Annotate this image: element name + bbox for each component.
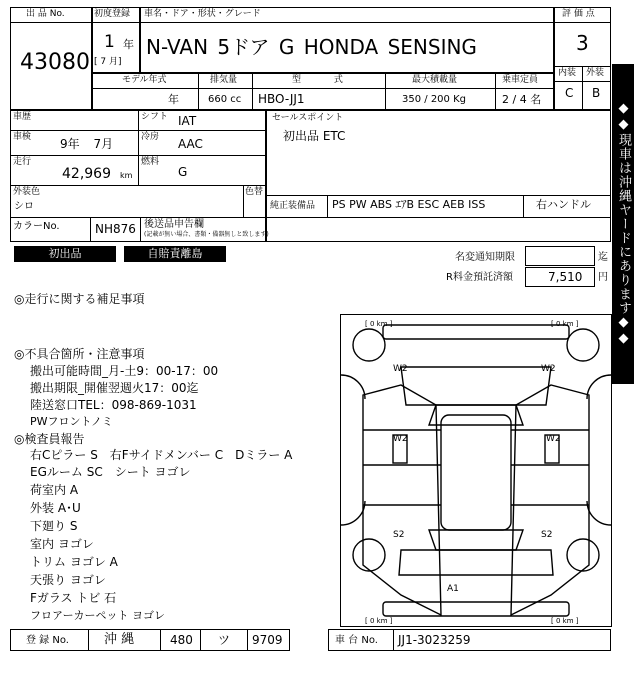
lot-number-label: 出 品 No. — [26, 9, 65, 19]
displacement-label: 排気量 — [210, 75, 238, 85]
registration-region: 沖 縄 — [104, 632, 135, 647]
score-value: 3 — [576, 31, 589, 55]
inspection-label: 車検 — [13, 132, 32, 142]
chassis-number: JJ1-3023259 — [398, 633, 471, 647]
capacity: 2 / 4 名 — [502, 93, 542, 106]
front-left-km: [ 0 km ] — [365, 320, 393, 328]
okinawa-yard-banner: ◆◆現車は沖縄ヤードにあります◆◆ — [612, 64, 634, 384]
lot-number: 43080 — [20, 50, 90, 75]
max-load: 350 / 200 Kg — [402, 94, 466, 105]
registration-class: 480 — [170, 633, 193, 647]
name-change-deadline-box — [525, 246, 595, 266]
car-name-label: 車名・ドア・形状・グレード — [144, 9, 261, 19]
interior-grade-label: 内装 — [558, 68, 577, 78]
displacement: 660 cc — [208, 94, 242, 105]
registration-kana: ツ — [218, 633, 231, 647]
recycle-fee-label: R料金預託済額 — [446, 272, 513, 283]
recycle-fee-unit: 円 — [598, 272, 608, 283]
color-no-label: カラーNo. — [13, 221, 60, 232]
inspector-line: EGルーム SC シート ヨゴレ — [30, 465, 191, 479]
car-outline — [341, 315, 611, 626]
type-label: 型 式 — [292, 75, 343, 85]
exterior-grade-label: 外装 — [586, 68, 605, 78]
damage-mark: W2 — [393, 434, 408, 444]
car-name: N-VAN 5ドア G HONDA SENSING — [146, 35, 477, 59]
inspector-header: ◎検査員報告 — [14, 432, 85, 446]
damage-mark: S2 — [393, 530, 405, 540]
after-market-label: 後送品申告欄 — [144, 219, 204, 230]
model-year-label: モデル年式 — [122, 75, 167, 85]
history-label: 車歴 — [13, 112, 32, 122]
damage-mark: W2 — [541, 364, 556, 374]
driving-notes-header: ◎走行に関する補足事項 — [14, 292, 145, 306]
defects-header: ◎不具合箇所・注意事項 — [14, 347, 145, 361]
defect-line: PWフロントノミ — [30, 415, 113, 428]
name-change-deadline-label: 名変通知期限 — [455, 252, 515, 263]
damage-mark: S2 — [541, 530, 553, 540]
rear-left-km: [ 0 km ] — [365, 617, 393, 625]
fuel-label: 燃料 — [141, 157, 160, 167]
first-registration-year: 1 — [104, 32, 115, 52]
exterior-grade: B — [592, 86, 601, 100]
badge-island-insurance: 自賠責離島 — [124, 246, 226, 262]
equipment-list: PS PW ABS ｴｱB ESC AEB ISS — [332, 198, 486, 211]
shift-value: IAT — [178, 114, 197, 128]
score-label: 評 価 点 — [562, 9, 595, 19]
capacity-label: 乗車定員 — [502, 75, 539, 85]
damage-mark: W2 — [393, 364, 408, 374]
inspector-line: フロアーカーペット ヨゴレ — [30, 609, 165, 622]
type-code: HBO-JJ1 — [258, 92, 305, 106]
mileage-unit: km — [120, 171, 133, 180]
inspector-line: 荷室内 A — [30, 483, 79, 497]
damage-mark: W2 — [546, 434, 561, 444]
damage-diagram — [340, 314, 612, 627]
sales-point-text: 初出品 ETC — [283, 129, 346, 143]
inspector-line: Fガラス トビ 石 — [30, 591, 117, 605]
inspector-line: 室内 ヨゴレ — [30, 537, 94, 551]
rear-right-km: [ 0 km ] — [551, 617, 579, 625]
registration-number: 9709 — [252, 633, 283, 647]
inspector-line: トリム ヨゴレ A — [30, 555, 118, 569]
damage-mark: A1 — [447, 584, 459, 594]
model-year-unit: 年 — [168, 93, 179, 106]
inspection-value: 9年 7月 — [60, 137, 114, 151]
steering-side: 右ハンドル — [536, 198, 591, 211]
shift-label: シフト — [141, 112, 169, 122]
ac-label: 冷房 — [141, 132, 160, 142]
interior-grade: C — [565, 86, 574, 100]
front-right-km: [ 0 km ] — [551, 320, 579, 328]
first-registration-label: 初度登録 — [94, 9, 131, 19]
first-registration-month: [ 7 月] — [94, 57, 122, 67]
color-change-label: 色替 — [245, 187, 264, 197]
sales-point-label: セールスポイント — [272, 113, 344, 123]
equipment-label: 純正装備品 — [270, 201, 316, 211]
registration-label: 登 録 No. — [26, 635, 69, 646]
defect-line: 搬出期限_開催翌週火17：00迄 — [30, 381, 199, 395]
inspector-line: 天張り ヨゴレ — [30, 573, 106, 587]
defect-line: 陸送窓口TEL：098-869-1031 — [30, 398, 197, 412]
recycle-fee-amount: 7,510 — [548, 270, 583, 284]
mileage-value: 42,969 — [62, 166, 111, 182]
chassis-label: 車 台 No. — [335, 635, 378, 646]
after-market-note: (記載が無い場合、書類・備器無しと致します) — [144, 231, 269, 238]
first-registration-year-unit: 年 — [123, 38, 134, 51]
exterior-color-label: 外装色 — [13, 187, 41, 197]
exterior-color: シロ — [14, 201, 34, 212]
badge-first-listing: 初出品 — [14, 246, 116, 262]
fuel-value: G — [178, 165, 188, 179]
inspector-line: 下廻り S — [30, 519, 78, 533]
mileage-label: 走行 — [13, 157, 32, 167]
defect-line: 搬出可能時間_月-土9：00-17：00 — [30, 364, 219, 378]
max-load-label: 最大積載量 — [412, 75, 458, 85]
ac-value: AAC — [178, 137, 203, 151]
name-change-deadline-unit: 迄 — [598, 252, 608, 263]
color-no: NH876 — [95, 222, 136, 236]
inspector-line: 右Cピラー S 右Fサイドメンバー C Dミラー A — [30, 448, 293, 462]
inspector-line: 外装 A･U — [30, 501, 81, 515]
